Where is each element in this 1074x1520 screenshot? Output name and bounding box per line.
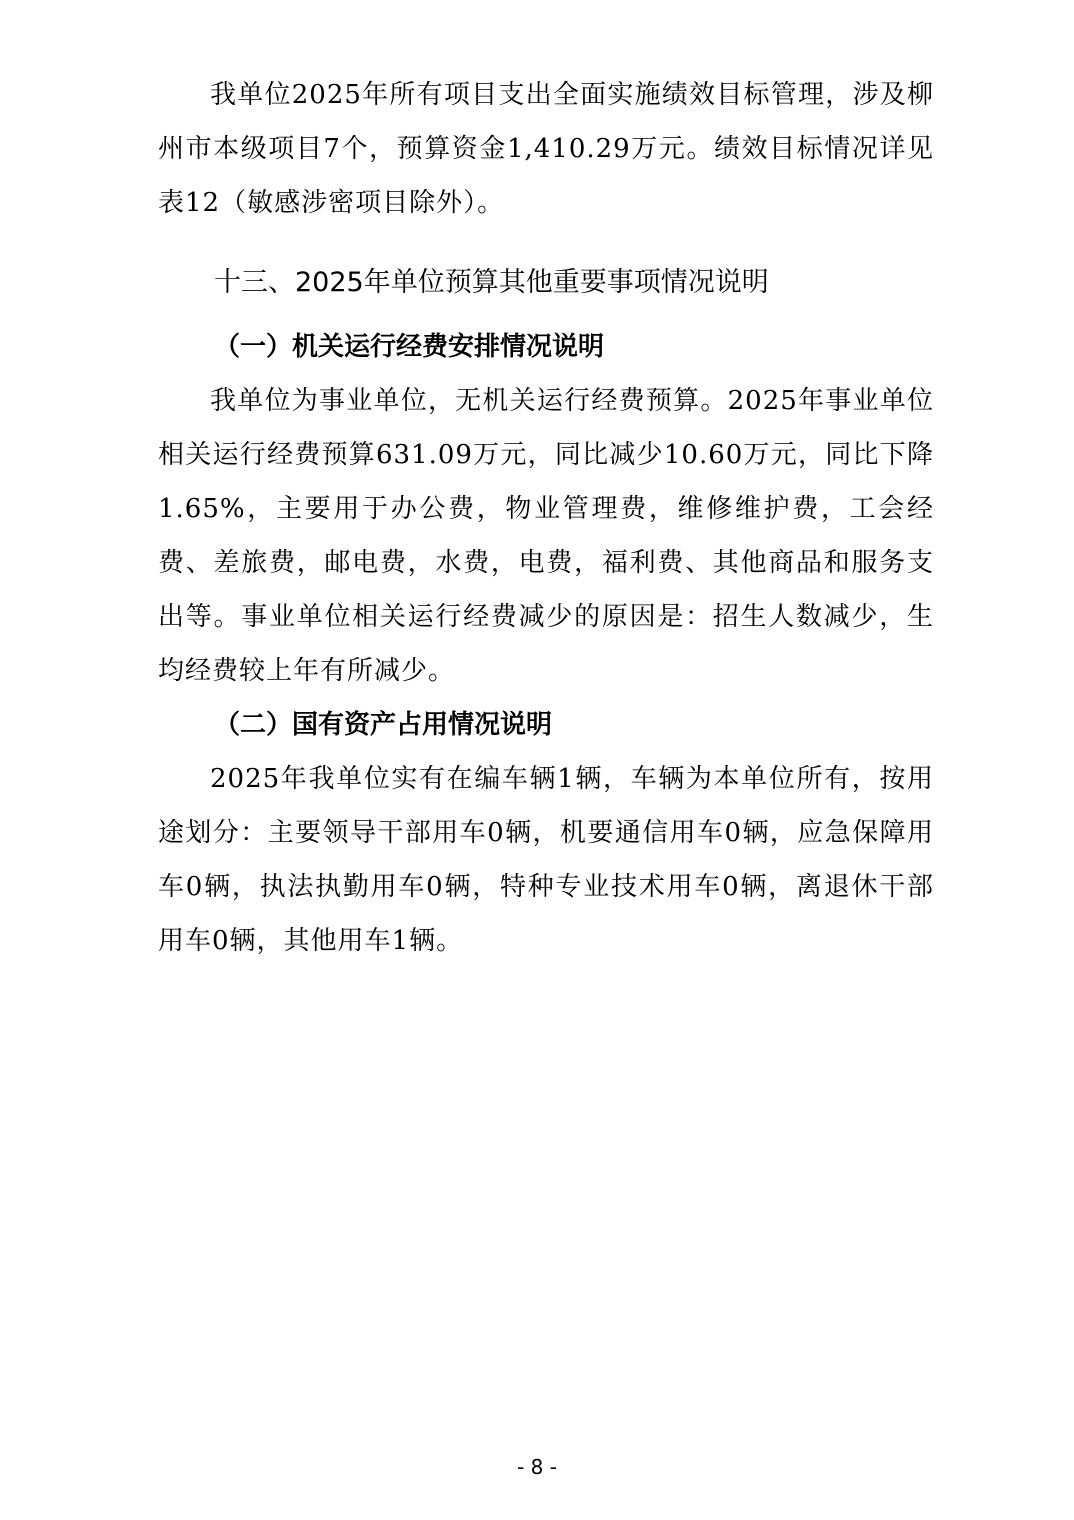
subheading-state-assets: （二）国有资产占用情况说明 (214, 710, 553, 740)
page-content (158, 68, 934, 968)
paragraph-state-assets: 2025年我单位实有在编车辆1辆，车辆为本单位所有，按用途划分：主要领导干部用车0辆，机要通信用车0辆，应急保障用车0辆，执法执勤用车0辆，特种专业技术用车0辆，离退休干部用车0辆，其他用车1辆。 (158, 764, 934, 956)
paragraph-performance-targets: 我单位2025年所有项目支出全面实施绩效目标管理，涉及柳州市本级项目7个，预算资金1,410.29万元。绩效目标情况详见表12（敏感涉密项目除外）。 (158, 80, 934, 218)
paragraph-operating-expenses: 我单位为事业单位，无机关运行经费预算。2025年事业单位相关运行经费预算631.09万元，同比减少10.60万元，同比下降1.65%，主要用于办公费，物业管理费，维修维护费，工会经费、差旅费，邮电费，水费，电费，福利费、其他商品和服务支出等。事业单位相关运行经费减少的原因是：招生人数减少，生均经费较上年有所减少。 (158, 386, 934, 686)
subheading-operating-expenses: （一）机关运行经费安排情况说明 (214, 332, 605, 362)
page-number: - 8 - (517, 1455, 557, 1479)
section-heading-13: 十三、2025年单位预算其他重要事项情况说明 (214, 267, 769, 298)
